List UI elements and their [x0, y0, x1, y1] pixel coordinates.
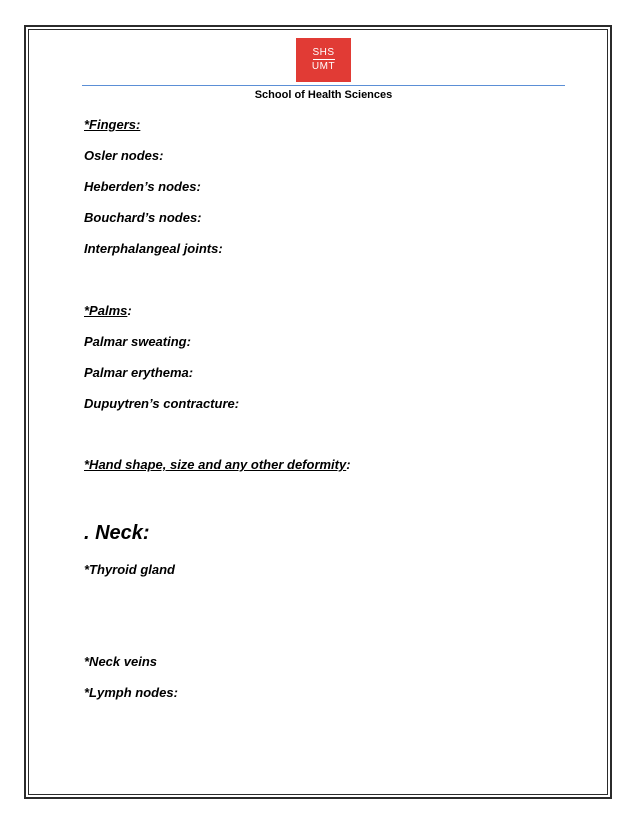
palms-item-sweating: Palmar sweating: — [84, 334, 191, 349]
palms-heading-label: *Palms — [84, 303, 128, 318]
palms-item-dupuytren: Dupuytren’s contracture: — [84, 396, 240, 411]
shs-umt-logo — [296, 38, 351, 82]
fingers-item-interphalangeal: Interphalangeal joints: — [84, 241, 223, 256]
logo-text-umt: UMT — [311, 61, 336, 72]
page-border-inner — [28, 29, 608, 795]
school-name: School of Health Sciences — [254, 89, 393, 101]
palms-item-erythema: Palmar erythema: — [84, 365, 194, 380]
neck-item-lymph: *Lymph nodes: — [84, 685, 178, 700]
fingers-heading: *Fingers: — [84, 117, 141, 132]
logo-text-shs: SHS — [312, 47, 335, 58]
palms-heading-colon: : — [127, 303, 132, 318]
hand-heading-colon: : — [346, 457, 351, 472]
fingers-item-heberden: Heberden’s nodes: — [84, 179, 201, 194]
logo-divider — [313, 59, 335, 60]
fingers-item-bouchard: Bouchard’s nodes: — [84, 210, 202, 225]
neck-item-thyroid: *Thyroid gland — [84, 562, 175, 577]
fingers-item-osler: Osler nodes: — [84, 148, 164, 163]
header-rule — [82, 85, 565, 86]
hand-heading-label: *Hand shape, size and any other deformity — [84, 457, 347, 472]
palms-heading — [84, 303, 132, 319]
hand-heading — [84, 457, 351, 473]
neck-heading: . Neck: — [84, 522, 150, 544]
neck-item-veins: *Neck veins — [84, 654, 157, 669]
